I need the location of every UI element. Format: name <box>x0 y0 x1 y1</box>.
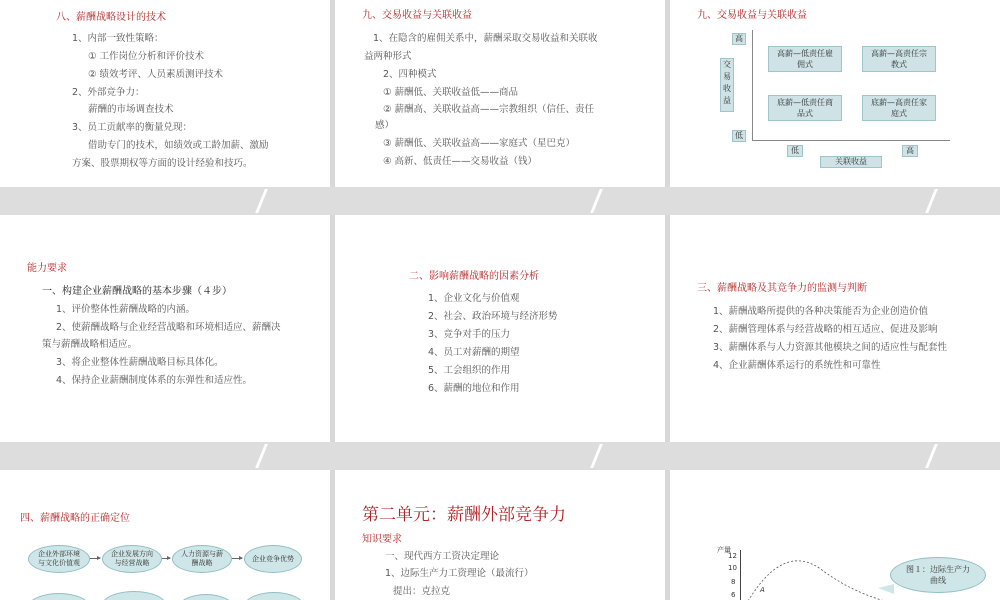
text-line: 方案、股票期权等方面的设计经验和技巧。 <box>72 158 253 169</box>
slide-4 <box>0 215 330 442</box>
text-line: 1、内部一致性策略： <box>72 33 164 44</box>
text-line: 1、边际生产力工资理论（最流行） <box>385 568 534 579</box>
flow-node-partial <box>244 592 304 600</box>
quadrant-label: 高薪—低责任雇佣式 <box>777 49 833 69</box>
y-axis-high-label: 高 <box>732 33 746 45</box>
text-line: 策与薪酬战略相适应。 <box>42 339 138 350</box>
flow-node-label: 企业外部环境与文化价值观 <box>38 550 80 567</box>
flow-node <box>102 545 162 573</box>
y-axis-line <box>752 30 753 140</box>
callout-text: 图１：边际生产力曲线 <box>906 565 970 585</box>
slide-footer-band <box>0 442 1000 470</box>
slide-title: 二、影响薪酬战略的因素分析 <box>409 271 539 282</box>
flow-arrow <box>232 558 242 559</box>
quadrant-label: 底薪—高责任家庭式 <box>871 98 927 118</box>
slide-1 <box>0 0 330 187</box>
flow-node-partial <box>178 594 234 600</box>
slide-5 <box>335 215 665 442</box>
slide-9 <box>670 470 1000 600</box>
flow-node-partial <box>28 593 90 600</box>
text-line: 2、使薪酬战略与企业经营战略和环境相适应、薪酬决 <box>56 322 281 333</box>
tick-label: 8 <box>731 578 736 586</box>
slide-7 <box>0 470 330 600</box>
slide-title: 三、薪酬战略及其竞争力的监测与判断 <box>697 283 867 294</box>
slide-title: 九、交易收益与关联收益 <box>697 10 807 21</box>
text-line: 1、薪酬战略所提供的各种决策能否为企业创造价值 <box>713 306 929 317</box>
text-line: ① 薪酬低、关联收益低——商品 <box>383 87 519 98</box>
text-line: 3、将企业整体性薪酬战略目标具体化。 <box>56 357 224 368</box>
y-axis-low-label: 低 <box>732 130 746 142</box>
flow-node-label: 人力资源与薪酬战略 <box>181 550 223 567</box>
flow-arrow <box>90 558 100 559</box>
text-line: ④ 高新、低责任——交易收益（钱） <box>383 156 538 167</box>
text-line: 2、社会、政治环境与经济形势 <box>428 311 558 322</box>
quadrant-box <box>862 46 936 72</box>
slide-subtitle: 一、构建企业薪酬战略的基本步骤（４步） <box>42 286 232 297</box>
flow-node <box>244 545 302 573</box>
text-line: 薪酬的市场调查技术 <box>88 104 174 115</box>
text-line: 1、在隐含的雇佣关系中，薪酬采取交易收益和关联收 <box>373 33 598 44</box>
text-line: 2、外部竞争力： <box>72 87 145 98</box>
text-line: 提出：克拉克 <box>393 586 451 597</box>
quadrant-label: 底薪—低责任商品式 <box>777 98 833 118</box>
x-axis-label: 关联收益 <box>820 156 882 168</box>
flow-node-label: 企业发展方向与经营战略 <box>111 550 153 567</box>
section-heading: 第二单元：薪酬外部竞争力 <box>362 505 566 525</box>
text-line: 4、企业薪酬体系运行的系统性和可靠性 <box>713 360 881 371</box>
text-line: 6、薪酬的地位和作用 <box>428 383 520 394</box>
flow-node-partial <box>102 591 166 600</box>
slide-title: 八、薪酬战略设计的技术 <box>56 12 166 23</box>
text-line: 3、竞争对手的压力 <box>428 329 511 340</box>
point-label: A <box>760 586 765 594</box>
flow-arrow <box>162 558 170 559</box>
text-line: ③ 薪酬低、关联收益高——家庭式（星巴克） <box>383 138 576 149</box>
text-line: 一、现代西方工资决定理论 <box>385 551 500 562</box>
quadrant-label: 高薪—高责任宗教式 <box>871 49 927 69</box>
text-line: 1、企业文化与价值观 <box>428 293 520 304</box>
y-axis-line <box>740 550 741 600</box>
text-line: 1、评价整体性薪酬战略的内涵。 <box>56 304 196 315</box>
flow-node <box>28 545 90 573</box>
text-line: 4、保持企业薪酬制度体系的东弹性和适应性。 <box>56 375 253 386</box>
quadrant-box <box>862 95 936 121</box>
text-line: 3、员工贡献率的衡量兑现： <box>72 122 193 133</box>
slide-3 <box>670 0 1000 187</box>
y-axis-label: 交易收益 <box>720 58 734 112</box>
flow-node <box>172 545 232 573</box>
y-axis-label: 产量 <box>717 546 731 554</box>
tick-label: 12 <box>728 552 737 560</box>
slide-footer-band <box>0 187 1000 215</box>
text-line: 2、薪酬管理体系与经营战略的相互适应、促进及影响 <box>713 324 938 335</box>
quadrant-box <box>768 46 842 72</box>
text-line: 益两种形式 <box>364 51 412 62</box>
text-line: 5、工会组织的作用 <box>428 365 511 376</box>
x-axis-low-label: 低 <box>787 145 803 157</box>
tick-label: 10 <box>728 564 737 572</box>
x-axis-line <box>752 140 950 141</box>
text-line: 3、薪酬体系与人力资源其他模块之间的适应性与配套性 <box>713 342 948 353</box>
text-line: 借助专门的技术，如绩效或工龄加薪、激励 <box>88 140 269 151</box>
text-line: 4、员工对薪酬的期望 <box>428 347 520 358</box>
slide-subtitle: 知识要求 <box>362 534 402 545</box>
text-line: ② 薪酬高、关联收益高——宗教组织（信任、责任 <box>383 104 595 115</box>
text-line: 感） <box>375 120 395 131</box>
text-line: 2、四种模式 <box>383 69 437 80</box>
tick-label: 6 <box>731 591 736 599</box>
slide-title: 九、交易收益与关联收益 <box>362 10 472 21</box>
text-line: ② 绩效考评、人员素质测评技术 <box>88 69 224 80</box>
slide-2 <box>335 0 665 187</box>
callout-pointer <box>878 584 894 594</box>
slide-8 <box>335 470 665 600</box>
text-line: ① 工作岗位分析和评价技术 <box>88 51 205 62</box>
callout-bubble <box>890 557 986 593</box>
x-axis-high-label: 高 <box>902 145 918 157</box>
flow-node-label: 企业竞争优势 <box>252 554 294 563</box>
slide-title: 四、薪酬战略的正确定位 <box>20 513 130 524</box>
slide-title: 能力要求 <box>27 263 67 274</box>
quadrant-box <box>768 95 842 121</box>
slide-6 <box>670 215 1000 442</box>
